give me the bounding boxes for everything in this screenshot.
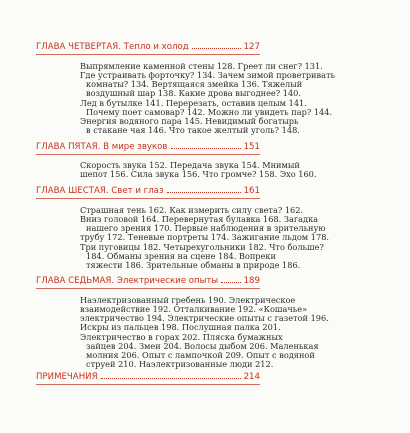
chapter-title: ГЛАВА ШЕСТАЯ. Свет и глаз bbox=[36, 186, 164, 196]
contents-line: в стакане чая 146. Что такое желтый уголь? 148. bbox=[86, 125, 300, 136]
chapter-contents bbox=[80, 205, 330, 270]
chapter-rule bbox=[36, 288, 260, 289]
contents-line: электричество 194. Электрические опыты с газетой 196. bbox=[80, 313, 329, 324]
contents-line: нашего зрения 170. Первые наблюдения в зрительную bbox=[86, 223, 326, 234]
chapter-page: 151 bbox=[243, 142, 260, 152]
contents-line: взаимодействие 192. Отталкивание 192. «Кошачье» bbox=[80, 304, 308, 315]
dot-leader bbox=[171, 147, 241, 149]
contents-line: комнаты? 134. Вертящаяся змейка 136. Тяжелый bbox=[86, 79, 303, 90]
chapter-contents bbox=[80, 160, 317, 180]
contents-line: Выпрямление каменной стены 128. Греет ли снег? 131. bbox=[80, 61, 323, 71]
chapter-rule bbox=[36, 198, 260, 199]
contents-line: Электричество в горах 202. Пляска бумажных bbox=[80, 331, 283, 342]
chapter-heading bbox=[36, 142, 260, 153]
contents-line: Наэлектризованный гребень 190. Электрическое bbox=[80, 295, 296, 305]
contents-line: тяжести 186. Зрительные обманы в природе 186. bbox=[86, 259, 301, 270]
contents-line: 184. Обманы зрения на сцене 184. Вопреки bbox=[86, 250, 276, 261]
contents-line: зайцев 204. Змеи 204. Волосы дыбом 206. Маленькая bbox=[86, 340, 319, 351]
contents-line: воздушный шар 138. Какие дрова выгоднее? 140. bbox=[86, 88, 301, 99]
chapter-heading bbox=[36, 276, 260, 287]
chapter-rule bbox=[36, 384, 260, 385]
chapter-page: 189 bbox=[243, 276, 260, 286]
chapter-page: 127 bbox=[243, 42, 260, 52]
dot-leader bbox=[221, 281, 240, 283]
contents-line: Почему поет самовар? 142. Можно ли увидеть пар? 144. bbox=[86, 106, 333, 117]
chapter-title: ГЛАВА СЕДЬМАЯ. Электрические опыты bbox=[36, 276, 219, 286]
contents-line: Три пуговицы 182. Четырехугольники 182. Что больше? bbox=[80, 241, 324, 252]
dot-leader bbox=[192, 47, 241, 49]
chapter-rule bbox=[36, 154, 260, 155]
chapter-heading bbox=[36, 42, 260, 53]
contents-line: молния 206. Опыт с лампочкой 209. Опыт с водяной bbox=[86, 349, 315, 360]
contents-line: Искры из пальцев 198. Послушная палка 201. bbox=[80, 322, 281, 333]
contents-line: Скорость звука 152. Передача звука 154. Мнимый bbox=[80, 160, 300, 170]
chapter-heading bbox=[36, 186, 260, 197]
contents-line: Где устраивать форточку? 134. Зачем зимой проветривать bbox=[80, 70, 335, 81]
contents-line: трубу 172. Теневые портреты 174. Зажигание льдом 178. bbox=[80, 232, 330, 243]
contents-line: Лед в бутылке 141. Перерезать, оставив целым 141. bbox=[80, 97, 307, 108]
chapter-rule bbox=[36, 54, 260, 55]
chapter-title: ПРИМЕЧАНИЯ bbox=[36, 372, 98, 382]
contents-line: шепот 156. Сила звука 156. Что громче? 158. Эхо 160. bbox=[80, 169, 317, 180]
chapter-page: 161 bbox=[243, 186, 260, 196]
chapter-heading bbox=[36, 372, 260, 383]
contents-line: Страшная тень 162. Как измерить силу света? 162. bbox=[80, 205, 304, 215]
contents-line: Вниз головой 164. Перевернутая булавка 168. Загадка bbox=[80, 214, 319, 225]
dot-leader bbox=[167, 191, 241, 193]
contents-line: струей 210. Наэлектризованные люди 212. bbox=[86, 359, 274, 370]
chapter-title: ГЛАВА ПЯТАЯ. В мире звуков bbox=[36, 142, 168, 152]
chapter-contents bbox=[80, 61, 335, 136]
dot-leader bbox=[101, 377, 241, 379]
chapter-contents bbox=[80, 295, 329, 370]
chapter-page: 214 bbox=[243, 372, 260, 382]
chapter-title: ГЛАВА ЧЕТВЕРТАЯ. Тепло и холод bbox=[36, 42, 189, 52]
contents-line: Энергия водяного пара 145. Невидимый богатырь bbox=[80, 115, 299, 126]
